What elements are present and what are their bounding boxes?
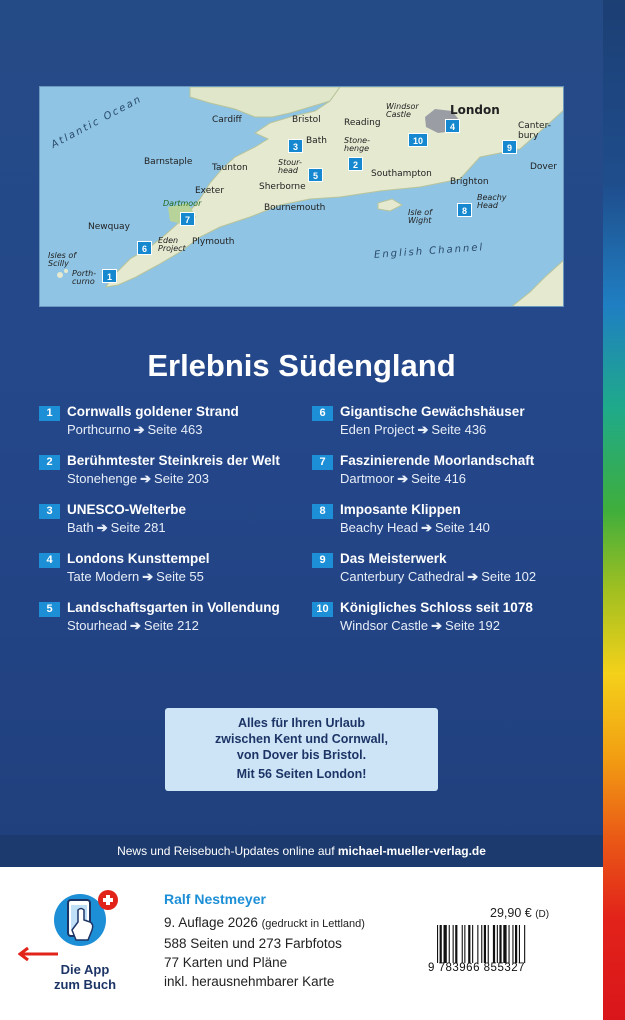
highlight-name: Faszinierende Moorlandschaft — [340, 453, 535, 468]
barcode-bar — [444, 925, 447, 963]
arrow-right-icon: ➔ — [431, 618, 443, 633]
highlight-name: Imposante Klippen — [340, 502, 461, 517]
highlight-number: 4 — [39, 553, 60, 568]
map-place: Stone-henge — [344, 136, 370, 153]
barcode-bar — [440, 925, 442, 963]
map-place: Bath — [306, 136, 327, 146]
map-place: Taunton — [212, 163, 248, 173]
highlight-name: Landschaftsgarten in Vollendung — [67, 600, 280, 615]
barcode-bar — [453, 925, 454, 963]
barcode-bar — [512, 925, 513, 963]
barcode-bar — [484, 925, 486, 963]
map-place: Eden Project — [158, 236, 186, 253]
author-name: Ralf Nestmeyer — [164, 891, 266, 907]
updates-text: News und Reisebuch-Updates online auf — [117, 844, 335, 858]
map-place: Barnstaple — [144, 157, 193, 167]
highlight-name: Berühmtester Steinkreis der Welt — [67, 453, 280, 468]
info-line: zwischen Kent und Cornwall, — [215, 732, 388, 746]
map-marker-4: 4 — [445, 119, 460, 133]
map-marker-2: 2 — [348, 157, 363, 171]
info-box — [165, 708, 438, 791]
barcode-bar — [503, 925, 506, 963]
highlight-number: 7 — [312, 455, 333, 470]
map-place: Reading — [344, 118, 381, 128]
highlight-name: Das Meisterwerk — [340, 551, 447, 566]
map-marker-8: 8 — [457, 203, 472, 217]
barcode-bar — [515, 925, 517, 963]
highlight-number: 8 — [312, 504, 333, 519]
map-marker-6: 6 — [137, 241, 152, 255]
barcode — [437, 925, 557, 963]
map-place: Southampton — [371, 169, 432, 179]
pages-line: 588 Seiten und 273 Farbfotos — [164, 936, 342, 951]
page-title: Erlebnis Südengland — [147, 348, 456, 383]
color-spine-stripe — [603, 0, 625, 1020]
map-place: Exeter — [195, 186, 225, 196]
map-marker-10: 10 — [408, 133, 428, 147]
map-place: Brighton — [450, 177, 489, 187]
highlight-ref: Bath ➔ Seite 281 — [67, 520, 166, 535]
arrow-right-icon: ➔ — [417, 422, 429, 437]
price: 29,90 € (D) — [490, 906, 550, 920]
arrow-right-icon: ➔ — [421, 520, 432, 535]
map-place: Newquay — [88, 222, 130, 232]
map-label-channel: English Channel — [373, 242, 485, 261]
barcode-bar — [464, 925, 465, 963]
barcode-bar — [499, 925, 501, 963]
highlight-ref: Stonehenge ➔ Seite 203 — [67, 471, 209, 486]
map-place: Porth-curno — [72, 269, 97, 286]
map-place: Sherborne — [259, 182, 306, 192]
arrow-right-icon: ➔ — [96, 520, 108, 535]
map-marker-9: 9 — [502, 140, 517, 154]
barcode-bar — [481, 925, 482, 963]
barcode-bar — [449, 925, 450, 963]
arrow-right-icon: ➔ — [133, 422, 145, 437]
map-place: Beachy Head — [477, 193, 507, 210]
map-marker-1: 1 — [102, 269, 117, 283]
highlight-number: 1 — [39, 406, 60, 421]
highlight-name: UNESCO-Welterbe — [67, 502, 187, 517]
highlight-number: 10 — [312, 602, 333, 617]
map-place: Bristol — [292, 115, 321, 125]
info-line: Alles für Ihren Urlaub — [237, 716, 366, 730]
app-label-line: Die App — [60, 962, 110, 977]
barcode-bar — [493, 925, 495, 963]
barcode-bar — [437, 925, 438, 963]
barcode-bar — [497, 925, 498, 963]
map-place: Plymouth — [192, 237, 235, 247]
maps-line: 77 Karten und Pläne — [164, 955, 288, 970]
barcode-bar — [472, 925, 473, 963]
barcode-bar — [519, 925, 520, 963]
app-label-line: zum Buch — [53, 977, 117, 992]
arrow-right-icon: ➔ — [140, 471, 152, 486]
info-line: Mit 56 Seiten London! — [236, 767, 367, 781]
map-place: Cardiff — [212, 115, 242, 125]
highlight-number: 2 — [39, 455, 60, 470]
map-place-london: London — [450, 103, 500, 117]
barcode-bar — [524, 925, 525, 963]
map-place: Dover — [530, 162, 557, 172]
book-details — [164, 913, 365, 991]
highlight-ref: Beachy Head ➔ Seite 140 — [340, 520, 490, 535]
map-label-atlantic: Atlantic Ocean — [49, 93, 145, 151]
barcode-bar — [477, 925, 478, 963]
highlight-ref: Porthcurno ➔ Seite 463 — [67, 422, 203, 437]
map-place: Isles of Scilly — [48, 251, 77, 268]
barcode-bar — [468, 925, 470, 963]
highlight-ref: Stourhead ➔ Seite 212 — [67, 618, 199, 633]
arrow-right-icon: ➔ — [142, 569, 154, 584]
map-place: Isle of Wight — [408, 208, 432, 225]
arrow-right-icon: ➔ — [130, 618, 141, 633]
overview-map — [39, 86, 564, 307]
highlight-name: Gigantische Gewächshäuser — [340, 404, 525, 419]
highlight-name: Cornwalls goldener Strand — [67, 404, 239, 419]
highlight-ref: Canterbury Cathedral ➔ Seite 102 — [340, 569, 537, 584]
barcode-bar — [509, 925, 510, 963]
map-place: Stour-head — [278, 158, 302, 175]
highlight-number: 6 — [312, 406, 333, 421]
edition-line: 9. Auflage 2026 (gedruckt in Lettland) — [164, 915, 365, 930]
highlight-name: Königliches Schloss seit 1078 — [340, 600, 533, 615]
isbn-number: 9 783966 855327 — [428, 962, 526, 974]
highlight-ref: Eden Project ➔ Seite 436 — [340, 422, 487, 437]
map-extra-line: inkl. herausnehmbarer Karte — [164, 974, 335, 989]
barcode-bar — [455, 925, 457, 963]
arrow-right-icon: ➔ — [397, 471, 409, 486]
highlight-number: 3 — [39, 504, 60, 519]
highlight-number: 9 — [312, 553, 333, 568]
highlight-number: 5 — [39, 602, 60, 617]
highlight-ref: Dartmoor ➔ Seite 416 — [340, 471, 467, 486]
map-place: Dartmoor — [163, 199, 202, 208]
map-marker-7: 7 — [180, 212, 195, 226]
highlight-ref: Windsor Castle ➔ Seite 192 — [340, 618, 500, 633]
highlight-ref: Tate Modern ➔ Seite 55 — [67, 569, 204, 584]
map-marker-3: 3 — [288, 139, 303, 153]
publisher-url[interactable]: michael-mueller-verlag.de — [337, 844, 486, 858]
highlight-name: Londons Kunsttempel — [67, 551, 210, 566]
barcode-bar — [462, 925, 463, 963]
info-line: von Dover bis Bristol. — [236, 748, 367, 762]
map-place: Bournemouth — [264, 203, 326, 213]
map-place: Windsor Castle — [386, 102, 419, 119]
map-place: Canter-bury — [518, 121, 551, 141]
updates-strip — [0, 835, 603, 867]
map-marker-5: 5 — [308, 168, 323, 182]
barcode-bar — [488, 925, 489, 963]
arrow-right-icon: ➔ — [467, 569, 479, 584]
app-label — [40, 962, 130, 992]
